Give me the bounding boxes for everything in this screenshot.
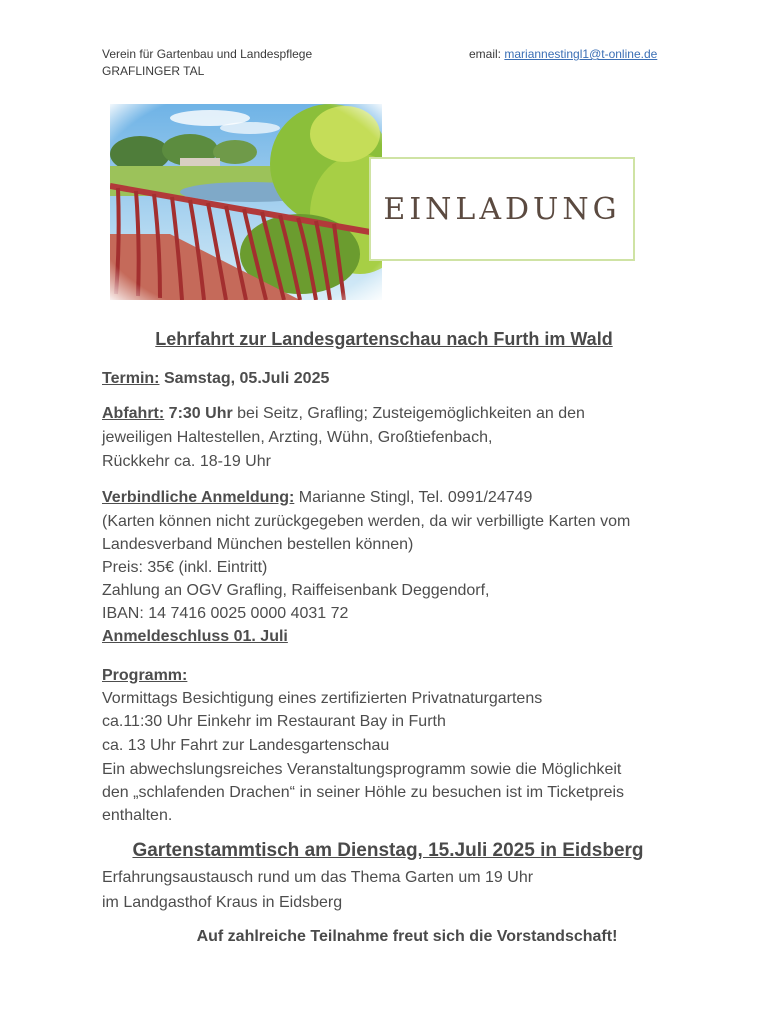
- abfahrt-line-2: jeweiligen Haltestellen, Arzting, Wühn, Großtiefenbach,: [102, 429, 493, 446]
- termin-label: Termin:: [102, 370, 160, 387]
- zahlung-line: Zahlung an OGV Grafling, Raiffeisenbank Deggendorf,: [102, 582, 490, 599]
- programm-line-6: enthalten.: [102, 807, 173, 824]
- programm-line-3: ca. 13 Uhr Fahrt zur Landesgartenschau: [102, 737, 390, 754]
- programm-line-5: den „schlafenden Drachen“ in seiner Höhle zu besuchen ist im Ticketpreis: [102, 784, 625, 801]
- abfahrt-line-1: [102, 402, 585, 425]
- preis-line: Preis: 35€ (inkl. Eintritt): [102, 559, 268, 576]
- closing-line: Auf zahlreiche Teilnahme freut sich die Vorstandschaft!: [196, 928, 618, 945]
- email-link[interactable]: mariannestingl1@t-online.de: [504, 47, 658, 61]
- iban-line: IBAN: 14 7416 0025 0000 4031 72: [102, 605, 349, 622]
- bridge-park-image: [110, 104, 382, 300]
- abfahrt-time: 7:30 Uhr: [168, 405, 233, 422]
- programm-line-4: Ein abwechslungsreiches Veranstaltungsprogramm sowie die Möglichkeit: [102, 761, 622, 778]
- stammtisch-line-2: im Landgasthof Kraus in Eidsberg: [102, 894, 343, 911]
- stammtisch-title: Gartenstammtisch am Dienstag, 15.Juli 2025 in Eidsberg: [132, 840, 644, 861]
- org-name: Verein für Gartenbau und Landespflege: [102, 47, 313, 61]
- event-title: Lehrfahrt zur Landesgartenschau nach Furth im Wald: [155, 329, 613, 349]
- anmeldeschluss-line: Anmeldeschluss 01. Juli: [102, 628, 288, 645]
- programm-line-2: ca.11:30 Uhr Einkehr im Restaurant Bay in Furth: [102, 713, 446, 730]
- anmeldung-note-2: Landesverband München bestellen können): [102, 536, 414, 553]
- anmeldung-note-1: (Karten können nicht zurückgegeben werden, da wir verbilligte Karten vom: [102, 513, 631, 530]
- programm-label: Programm:: [102, 667, 188, 684]
- invitation-title: EINLADUNG: [383, 191, 621, 227]
- email-label: email:: [469, 47, 502, 61]
- programm-line-1: Vormittags Besichtigung eines zertifizierten Privatnaturgartens: [102, 690, 543, 707]
- email-header: [469, 46, 657, 63]
- abfahrt-label: Abfahrt:: [102, 405, 165, 422]
- termin-line: [102, 367, 329, 390]
- invitation-title-box: [369, 157, 635, 261]
- abfahrt-line-3: Rückkehr ca. 18-19 Uhr: [102, 453, 271, 470]
- anmeldung-line: [102, 486, 532, 509]
- landscape-photo: [110, 104, 382, 300]
- anmeldung-label: Verbindliche Anmeldung:: [102, 489, 295, 506]
- anmeldung-contact: Marianne Stingl, Tel. 0991/24749: [298, 489, 533, 506]
- organization-header: [102, 46, 312, 80]
- abfahrt-details: bei Seitz, Grafling; Zusteigemöglichkeiten an den: [237, 405, 585, 422]
- org-subtitle: GRAFLINGER TAL: [102, 64, 205, 78]
- stammtisch-line-1: Erfahrungsaustausch rund um das Thema Garten um 19 Uhr: [102, 869, 534, 886]
- termin-value: Samstag, 05.Juli 2025: [163, 370, 330, 387]
